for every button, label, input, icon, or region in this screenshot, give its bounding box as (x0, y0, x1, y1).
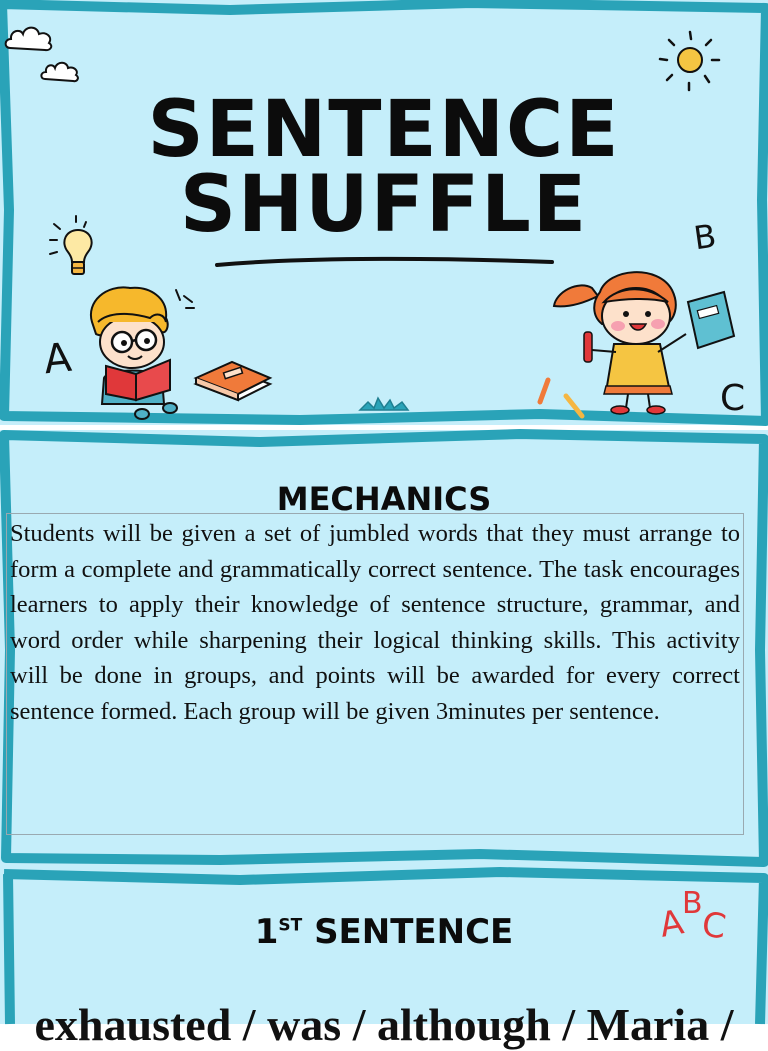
mechanics-slide (0, 430, 768, 870)
books-icon (192, 354, 274, 404)
letter-c: C (720, 378, 746, 419)
grass-icon (356, 394, 412, 414)
sentence-word: SENTENCE (314, 912, 514, 952)
cloud-icon (40, 58, 82, 84)
letter-a: A (41, 334, 74, 384)
sentence-number: 1 (254, 912, 279, 952)
mechanics-heading: MECHANICS (276, 480, 492, 518)
mechanics-body: Students will be given a set of jumbled words that they must arrange to form a complete and grammatically correct sentence. The task encourages learners to apply their knowledge of sentence structure, grammar, and word order while sharpening their logical thinking skills. This activity will be done in groups, and points will be awarded for every correct sentence formed. Each group will be given 3minutes per sentence. (10, 520, 740, 725)
cloud-icon (4, 22, 56, 54)
jumbled-words: exhausted / was / although / Maria / (34, 999, 734, 1050)
sentence-ordinal-suffix: ST (278, 915, 303, 936)
title-underline (214, 254, 556, 272)
abc-icon (656, 886, 740, 948)
lightbulb-icon (46, 214, 106, 282)
abc-letter-c: C (699, 904, 729, 948)
boy-reading-icon (84, 282, 196, 422)
sentence-heading (0, 912, 768, 952)
sun-icon (655, 28, 721, 94)
girl-with-notebook-icon (548, 262, 740, 422)
title-line-2: SHUFFLE (179, 160, 589, 250)
title-line-1: SENTENCE (147, 85, 621, 175)
abc-letter-a: A (656, 902, 687, 946)
title-slide (0, 0, 768, 425)
abc-letter-b: B (682, 886, 703, 921)
letter-b: B (691, 216, 719, 258)
first-sentence-slide (0, 868, 768, 1050)
